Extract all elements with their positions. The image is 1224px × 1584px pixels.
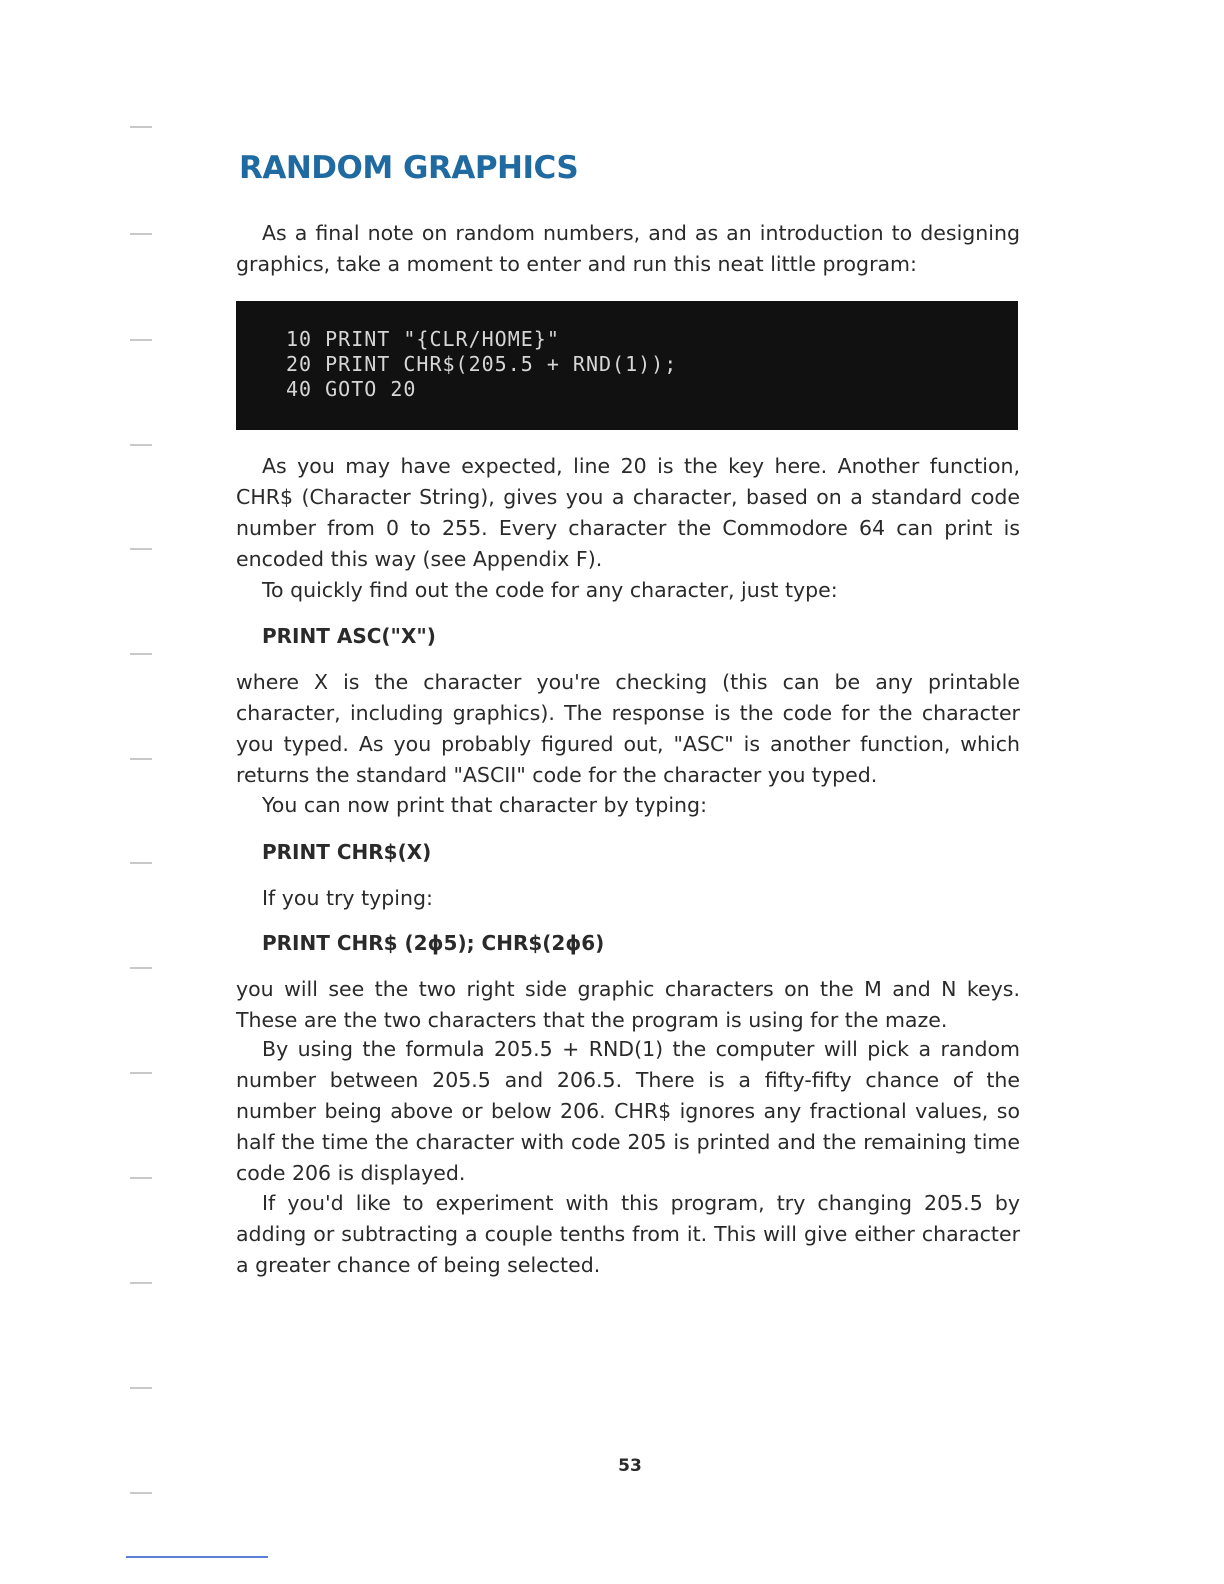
intro-paragraph: As a final note on random numbers, and as an introduction to designing graphics, take a moment to enter and run this neat little program: bbox=[236, 221, 1020, 276]
experiment-paragraph: If you'd like to experiment with this program, try changing 205.5 by adding or subtracting a couple tenths from it. This will give either character a greater chance of being selected. bbox=[236, 1191, 1020, 1277]
margin-tick bbox=[130, 653, 152, 655]
margin-tick bbox=[130, 548, 152, 550]
program-listing-screen bbox=[236, 301, 1018, 430]
program-line: 40 GOTO 20 bbox=[286, 377, 417, 401]
chr-x-command: PRINT CHR$(X) bbox=[262, 840, 432, 864]
margin-tick bbox=[130, 444, 152, 446]
by-using-paragraph: By using the formula 205.5 + RND(1) the computer will pick a random number between 205.5 and 206.5. There is a fifty-fifty chance of the number being above or below 206. CHR$ ignores any fractional values, so half the time the character with code 205 is printed and the remaining time code 206 is displayed. bbox=[236, 1037, 1020, 1185]
if-you-paragraph: If you try typing: bbox=[262, 886, 433, 910]
margin-tick bbox=[130, 1387, 152, 1389]
margin-tick bbox=[130, 233, 152, 235]
you-can-paragraph: You can now print that character by typing: bbox=[262, 793, 707, 817]
margin-tick bbox=[130, 339, 152, 341]
where-x-paragraph: where X is the character you're checking (this can be any printable character, including graphics). The response is the code for the character you typed. As you probably figured out, "ASC" is another function, which returns the standard "ASCII" code for the character you typed. bbox=[236, 670, 1020, 787]
program-line: 20 PRINT CHR$(205.5 + RND(1)); bbox=[286, 352, 678, 376]
margin-tick bbox=[130, 862, 152, 864]
bottom-rule bbox=[126, 1556, 268, 1558]
margin-tick bbox=[130, 967, 152, 969]
margin-tick bbox=[130, 126, 152, 128]
you-will-paragraph: you will see the two right side graphic characters on the M and N keys. These are the two characters that the program is using for the maze. bbox=[236, 977, 1020, 1032]
quickly-paragraph: To quickly find out the code for any character, just type: bbox=[262, 578, 838, 602]
page-number: 53 bbox=[618, 1456, 642, 1476]
margin-tick bbox=[130, 1282, 152, 1284]
program-line: 10 PRINT "{CLR/HOME}" bbox=[286, 327, 560, 351]
margin-tick bbox=[130, 1072, 152, 1074]
asc-command: PRINT ASC("X") bbox=[262, 624, 436, 648]
margin-tick bbox=[130, 1492, 152, 1494]
page-title: RANDOM GRAPHICS bbox=[239, 150, 579, 186]
margin-tick bbox=[130, 1177, 152, 1179]
chr-pair-command: PRINT CHR$ (2ϕ5); CHR$(2ϕ6) bbox=[262, 931, 605, 955]
margin-tick bbox=[130, 758, 152, 760]
line20-paragraph: As you may have expected, line 20 is the key here. Another function, CHR$ (Character String), gives you a character, based on a standard code number from 0 to 255. Every character the Commodore 64 can print is encoded this way (see Appendix F). bbox=[236, 454, 1020, 571]
